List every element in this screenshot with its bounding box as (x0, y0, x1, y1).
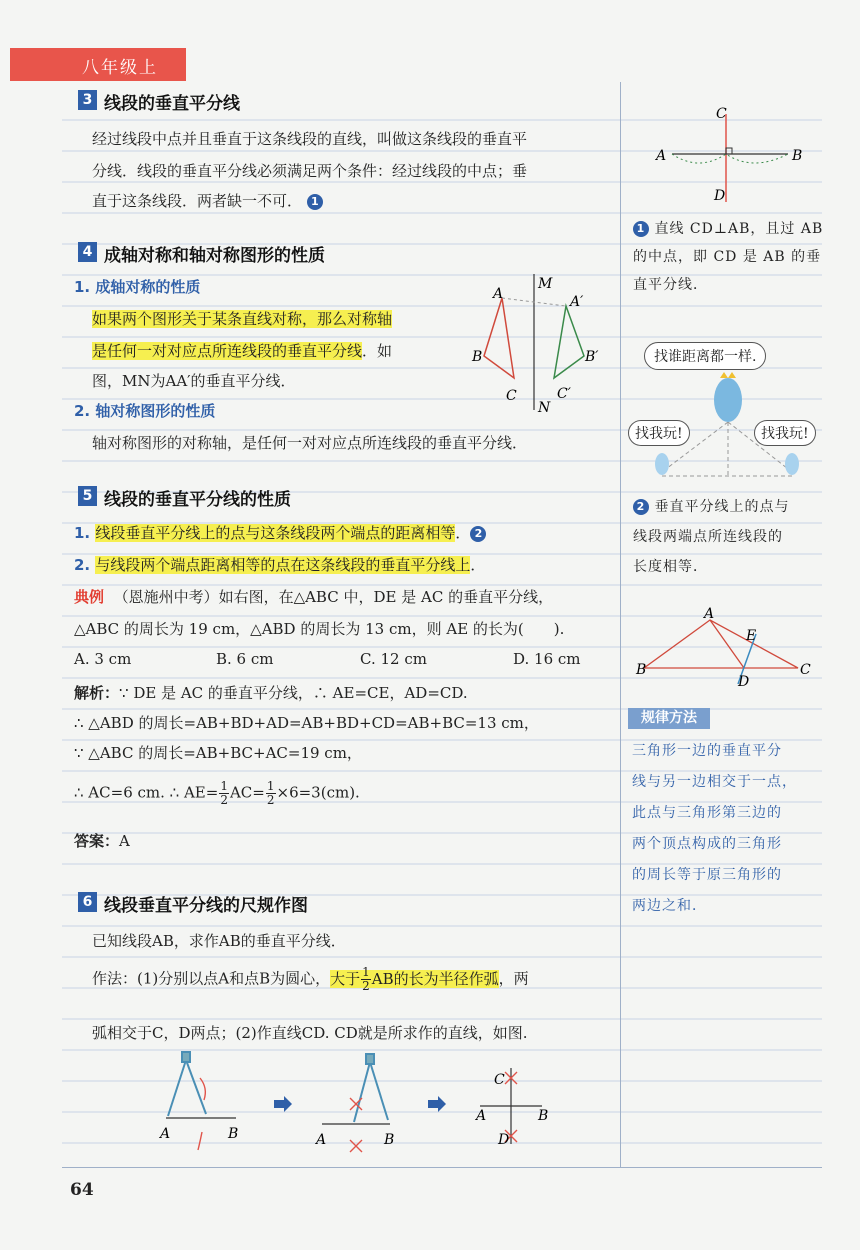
sidebar-note: 长度相等． (633, 559, 708, 575)
section-title: 线段垂直平分线的尺规作图 (104, 896, 308, 916)
property-2: 2. 与线段两个端点距离相等的点在这条线段的垂直平分线上． (74, 556, 486, 574)
svg-text:D: D (738, 674, 750, 688)
note-marker[interactable]: 1 (633, 221, 649, 237)
answer-line: 答案：A (74, 832, 130, 850)
subheading: 1. 成轴对称的性质 (74, 278, 201, 296)
page-number: 64 (70, 1180, 94, 1200)
text-line: 弧相交于C，D两点；(2)作直线CD. CD就是所求作的直线，如图. (92, 1024, 528, 1042)
property-1: 1. 线段垂直平分线上的点与这条线段两个端点的距离相等． 2 (74, 522, 486, 543)
svg-text:B′: B′ (585, 349, 599, 365)
svg-text:D: D (498, 1132, 510, 1148)
subheading: 2. 轴对称图形的性质 (74, 402, 216, 420)
svg-text:C: C (494, 1072, 505, 1088)
solution-line: ∴ △ABD 的周长=AB+BD+AD=AB+BD+CD=AB+BC=13 cm， (74, 714, 539, 732)
section-title: 线段的垂直平分线 (104, 94, 240, 114)
sidebar-note: 的中点，即 CD 是 AB 的垂 (633, 249, 822, 265)
svg-text:B: B (228, 1126, 239, 1142)
svg-text:A: A (316, 1132, 327, 1148)
grade-banner (10, 48, 186, 81)
section-title: 成轴对称和轴对称图形的性质 (104, 246, 325, 266)
bisector-figure (650, 102, 810, 206)
example-line: △ABC 的周长为 19 cm，△ABD 的周长为 13 cm，则 AE 的长为( ). (74, 620, 565, 638)
example-label: 典例 (74, 588, 105, 606)
solution-line: 解析：∵ DE 是 AC 的垂直平分线，∴ AE=CE，AD=CD. (74, 684, 468, 702)
speech-bubble: 找谁距离都一样. (644, 342, 766, 370)
text-line: 分线．线段的垂直平分线必须满足两个条件：经过线段的中点；垂 (92, 162, 528, 180)
svg-text:E: E (746, 628, 757, 644)
section-number: 5 (78, 486, 97, 506)
arrow-icon (274, 1096, 292, 1112)
svg-text:B: B (472, 349, 483, 365)
method-text: 三角形一边的垂直平分 (632, 743, 782, 759)
text-line: 已知线段AB，求作AB的垂直平分线． (92, 932, 346, 950)
svg-text:N: N (538, 400, 551, 416)
sidebar-note: 线段两端点所连线段的 (633, 529, 783, 545)
sidebar-note: 1 直线 CD⊥AB，且过 AB (633, 218, 823, 238)
text-line: 直于这条线段．两者缺一不可． 1 (92, 190, 323, 211)
arrow-icon (428, 1096, 446, 1112)
note-marker[interactable]: 1 (307, 194, 323, 210)
section-number: 3 (78, 90, 97, 110)
example-line: 典例 （恩施州中考）如右图，在△ABC 中，DE 是 AC 的垂直平分线， (74, 588, 554, 606)
margin-divider (620, 82, 621, 1167)
svg-text:M: M (538, 276, 553, 292)
svg-text:A: A (476, 1108, 487, 1124)
svg-text:A′: A′ (570, 294, 584, 310)
mirror-figure (462, 268, 612, 416)
triangle-figure (632, 602, 822, 688)
method-text: 两个顶点构成的三角形 (632, 836, 782, 852)
svg-text:B: B (384, 1132, 395, 1148)
svg-text:A: A (704, 606, 715, 622)
construction-figure (150, 1048, 570, 1160)
speech-bubble: 找我玩! (754, 420, 816, 446)
sidebar-note: 直平分线． (633, 277, 708, 293)
text-line: 图，MN为AA′的垂直平分线． (92, 372, 296, 390)
svg-text:C: C (800, 662, 811, 678)
section-number: 6 (78, 892, 97, 912)
method-text: 两边之和． (632, 898, 707, 914)
solution-line: ∵ △ABC 的周长=AB+BC+AC=19 cm， (74, 744, 362, 762)
svg-text:C: C (716, 106, 727, 122)
label-A: A (493, 286, 504, 302)
method-badge: 规律方法 (628, 708, 710, 729)
svg-text:A: A (656, 148, 667, 164)
grade-label: 八年级上 (82, 58, 158, 78)
highlighted-text: 如果两个图形关于某条直线对称，那么对称轴 (92, 310, 393, 328)
sidebar-note: 2 垂直平分线上的点与 (633, 496, 789, 516)
text-line: 作法：(1)分别以点A和点B为圆心，大于 $\frac{1}{2}$ AB的长为半径作弧，两 (92, 965, 529, 993)
method-text: 的周长等于原三角形的 (632, 867, 782, 883)
svg-text:B: B (792, 148, 803, 164)
section-title: 线段的垂直平分线的性质 (104, 490, 291, 510)
section-number: 4 (78, 242, 97, 262)
svg-text:B: B (636, 662, 647, 678)
svg-text:C′: C′ (557, 386, 571, 402)
option-c: C. 12 cm (360, 650, 427, 668)
svg-text:B: B (538, 1108, 549, 1124)
note-marker[interactable]: 2 (470, 526, 486, 542)
highlighted-text: 是任何一对对应点所连线段的垂直平分线．如 (92, 342, 393, 360)
option-a: A. 3 cm (74, 650, 132, 668)
method-text: 线与另一边相交于一点， (632, 774, 797, 790)
speech-bubble: 找我玩! (628, 420, 690, 446)
text-line: 轴对称图形的对称轴，是任何一对对应点所连线段的垂直平分线． (92, 434, 528, 452)
solution-line: ∴ AC=6 cm. ∴ AE= $\frac{1}{2}$ AC= $\frac{1}{2}$ ×6=3(cm). (74, 779, 360, 807)
svg-text:A: A (160, 1126, 171, 1142)
svg-text:D: D (714, 188, 726, 204)
option-d: D. 16 cm (513, 650, 581, 668)
method-text: 此点与三角形第三边的 (632, 805, 782, 821)
text-line: 经过线段中点并且垂直于这条线段的直线，叫做这条线段的垂直平 (92, 130, 528, 148)
bottom-rule (62, 1167, 822, 1168)
option-b: B. 6 cm (216, 650, 274, 668)
note-marker[interactable]: 2 (633, 499, 649, 515)
svg-text:C: C (506, 388, 517, 404)
